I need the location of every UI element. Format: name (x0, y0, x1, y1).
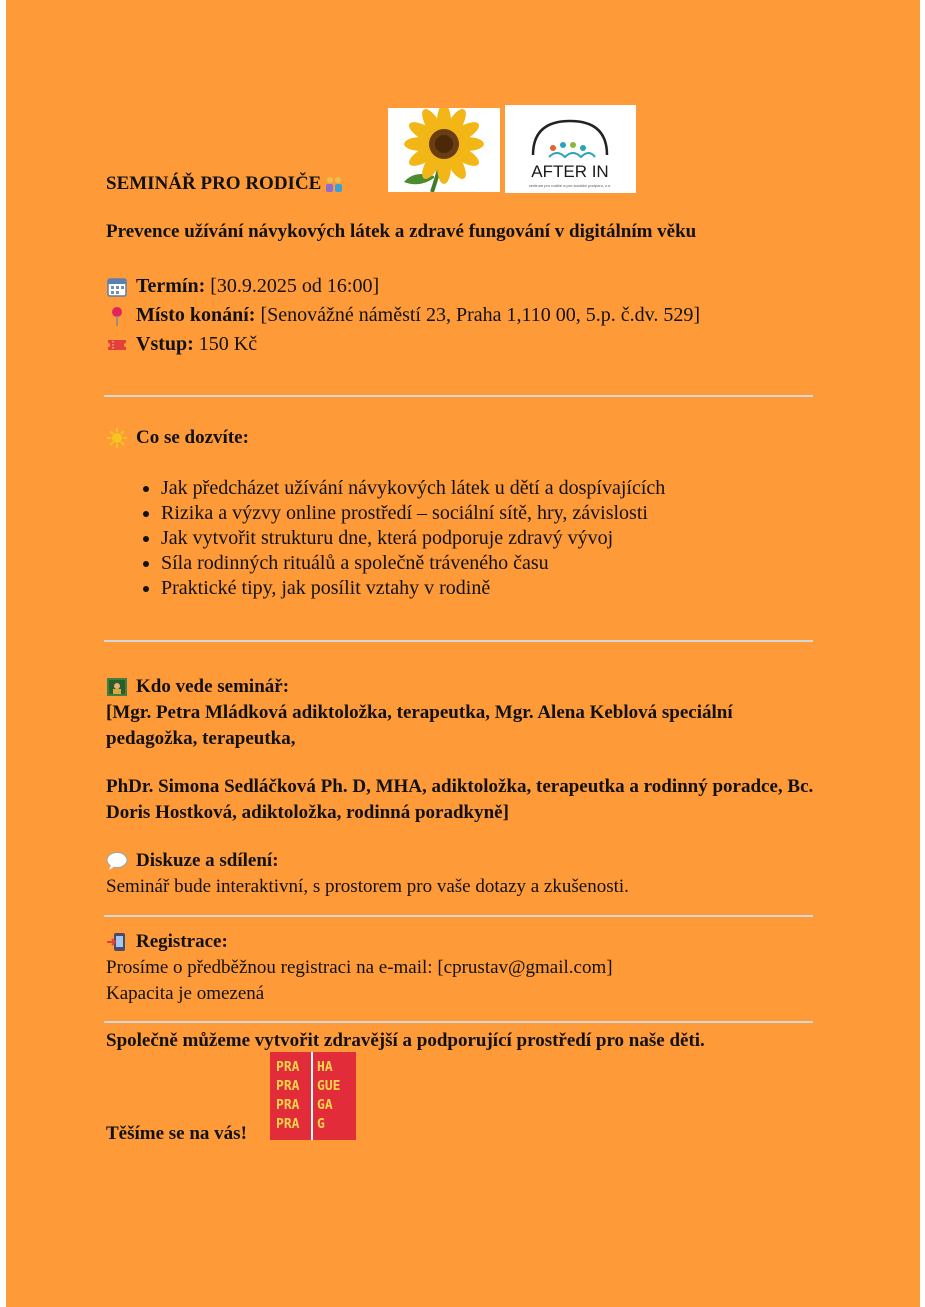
learn-heading-row (106, 427, 814, 449)
list-item: • Síla rodinných rituálů a společně tráveného času (161, 551, 814, 576)
divider (104, 395, 813, 397)
list-item: • Jak předcházet užívání návykových látek u dětí a dospívajících (161, 476, 814, 501)
discussion-text: Seminář bude interaktivní, s prostorem pro vaše dotazy a zkušenosti. (106, 876, 629, 897)
family-icon (323, 173, 345, 195)
entry-row (106, 330, 814, 359)
term-label: Termín: (136, 275, 206, 297)
phone-arrow-icon (106, 931, 128, 953)
divider (104, 1021, 813, 1023)
term-row (106, 272, 814, 301)
term-value: [30.9.2025 od 16:00] (210, 275, 380, 297)
praha-divider (311, 1052, 313, 1140)
registration-heading-row (106, 929, 814, 955)
praha-text: PRA (276, 1079, 300, 1094)
praha-logo (270, 1052, 356, 1140)
praha-text: G (317, 1117, 325, 1132)
speech-bubble-icon (106, 850, 128, 872)
leaders-heading-row (106, 674, 814, 700)
place-row (106, 301, 814, 330)
teacher-icon (106, 676, 128, 698)
praha-text: PRA (276, 1060, 300, 1075)
page-subtitle: Prevence užívání návykových látek a zdravé fungování v digitálním věku (106, 221, 697, 242)
divider (104, 915, 813, 917)
praha-text: GA (317, 1098, 333, 1113)
learn-heading: Co se dozvíte: (136, 427, 249, 448)
greeting-text: Těšíme se na vás! (106, 1123, 247, 1144)
place-label: Místo konání: (136, 304, 256, 326)
praha-text: HA (317, 1060, 333, 1075)
discussion-section (106, 848, 814, 900)
leaders-section (106, 674, 814, 826)
page-title: SEMINÁŘ PRO RODIČE (106, 173, 322, 194)
praha-text: PRA (276, 1098, 300, 1113)
registration-section (106, 929, 814, 1007)
sun-icon (106, 427, 128, 449)
event-info (106, 272, 814, 359)
calendar-icon (106, 276, 128, 298)
ticket-icon (106, 334, 128, 356)
leaders-heading: Kdo vede seminář: (136, 676, 290, 697)
flyer-page (6, 0, 920, 1307)
learn-list-wrap (106, 476, 814, 601)
registration-text: Prosíme o předběžnou registraci na e-mail: [cprustav@gmail.com] (106, 957, 613, 978)
list-item: • Jak vytvořit strukturu dne, která podporuje zdravý vývoj (161, 526, 814, 551)
after-in-tagline: centrum pro rodiče a pro sociální podporu, z.s. (528, 183, 612, 188)
entry-value: 150 Kč (198, 333, 258, 355)
closing-text: Společně můžeme vytvořit zdravější a podporující prostředí pro naše děti. (106, 1030, 705, 1051)
praha-text: GUE (317, 1079, 341, 1094)
discussion-heading: Diskuze a sdílení: (136, 850, 279, 871)
learn-list (106, 476, 814, 601)
divider (104, 640, 813, 642)
praha-text: PRA (276, 1117, 300, 1132)
list-item: • Rizika a výzvy online prostředí – sociální sítě, hry, závislosti (161, 501, 814, 526)
page-title-row (106, 173, 814, 195)
pin-icon (106, 305, 128, 327)
list-item: • Praktické tipy, jak posílit vztahy v rodině (161, 576, 814, 601)
discussion-heading-row (106, 848, 814, 874)
leaders-line-1: [Mgr. Petra Mládková adiktoložka, terapeutka, Mgr. Alena Keblová speciální pedagožka, terapeutka, (106, 702, 733, 749)
leaders-line-2: PhDr. Simona Sedláčková Ph. D, MHA, adiktoložka, terapeutka a rodinný poradce, Bc. Doris Hostková, adiktoložka, rodinná poradkyně] (106, 776, 814, 823)
entry-label: Vstup: (136, 333, 194, 355)
registration-heading: Registrace: (136, 931, 228, 952)
after-in-text: AFTER IN (531, 162, 609, 181)
place-value: [Senovážné náměstí 23, Praha 1,110 00, 5.p. č.dv. 529] (260, 304, 700, 326)
registration-capacity: Kapacita je omezená (106, 983, 265, 1004)
